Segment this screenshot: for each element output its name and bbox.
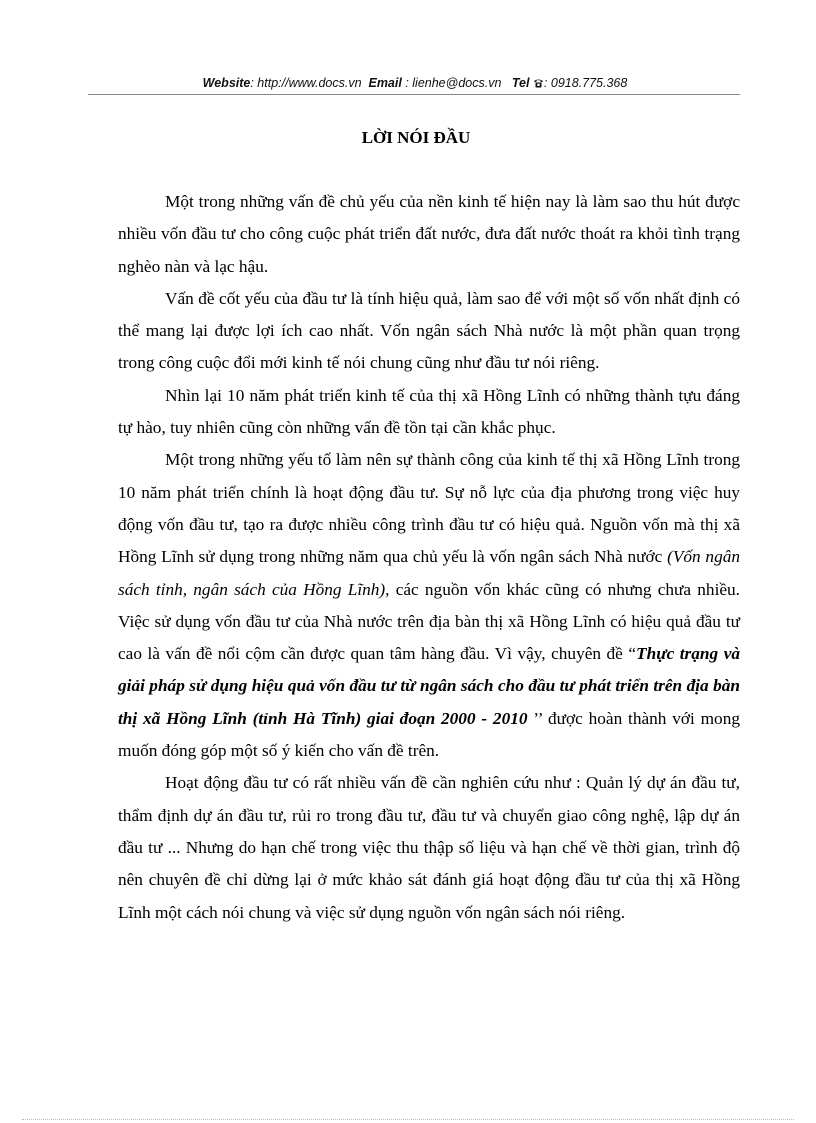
paragraph-4 xyxy=(118,444,740,767)
email-label: Email xyxy=(368,76,402,90)
page-title: LỜI NÓI ĐẦU xyxy=(361,128,471,147)
page-header xyxy=(90,76,740,90)
header-divider xyxy=(88,94,740,95)
tel-label: Tel xyxy=(511,76,530,90)
funding-sources-note: (Vốn ngân sách tỉnh, ngân sách của Hồng Lĩnh) xyxy=(118,547,740,599)
paragraph-4-text-a: Một trong những yếu tố làm nên sự thành công của kinh tế thị xã Hồng Lĩnh trong 10 năm phát triển chính là hoạt động đầu tư. Sự nỗ lực của địa phương trong việc huy động vốn đầu tư, tạo ra được nhiều công trình đầu tư có hiệu quả. Nguồn vốn mà thị xã Hồng Lĩnh sử dụng trong những năm qua chủ yếu là vốn ngân sách Nhà nước xyxy=(118,450,740,567)
topic-title: Thực trạng và giải pháp sử dụng hiệu quả vốn đầu tư từ ngân sách cho đầu tư phát triển trên địa bàn thị xã Hồng Lĩnh (tỉnh Hà Tĩnh) giai đoạn 2000 - 2010 xyxy=(118,644,741,728)
website-label: Website xyxy=(202,76,251,90)
tel-value: : 0918.775.368 xyxy=(543,76,628,90)
paragraph-5: Hoạt động đầu tư có rất nhiều vấn đề cần nghiên cứu như : Quản lý dự án đầu tư, thẩm định dự án đầu tư, rủi ro trong đầu tư, đầu tư và chuyển giao công nghệ, lập dự án đầu tư ... Nhưng do hạn chế trong việc thu thập số liệu và hạn chế về thời gian, trình độ nên chuyên đề chỉ dừng lại ở mức khảo sát đánh giá hoạt động đầu tư của thị xã Hồng Lĩnh một cách nói chung và việc sử dụng nguồn vốn ngân sách nói riêng. xyxy=(118,773,740,922)
paragraph-3: Nhìn lại 10 năm phát triển kinh tế của thị xã Hồng Lĩnh có những thành tựu đáng tự hào, tuy nhiên cũng còn những vấn đề tồn tại cần khắc phục. xyxy=(118,385,740,438)
paragraph-4-text-b: , các nguồn vốn khác cũng có nhưng chưa nhiều. Việc sử dụng vốn đầu tư của Nhà nước trên địa bàn thị xã Hồng Lĩnh có hiệu quả đầu tư cao là vấn đề nổi cộm cần được quan tâm hàng đầu. Vì vậy, chuyên đề “ xyxy=(118,579,741,664)
paragraph-4-text-c: ’’ được hoàn thành với mong muốn đóng góp một số ý kiến cho vấn đề trên. xyxy=(118,708,740,761)
email-value: : lienhe@docs.vn xyxy=(405,76,502,90)
website-url: : http://www.docs.vn xyxy=(250,76,362,90)
paragraph-2: Vấn đề cốt yếu của đầu tư là tính hiệu quả, làm sao để với một số vốn nhất định có thể mang lại được lợi ích cao nhất. Vốn ngân sách Nhà nước là một phần quan trọng trong công cuộc đổi mới kinh tế nói chung cũng như đầu tư nói riêng. xyxy=(118,288,740,373)
document-body xyxy=(118,186,740,929)
paragraph-1: Một trong những vấn đề chủ yếu của nền kinh tế hiện nay là làm sao thu hút được nhiều vốn đầu tư cho công cuộc phát triển đất nước, đưa đất nước thoát ra khỏi tình trạng nghèo nàn và lạc hậu. xyxy=(118,192,740,276)
phone-icon xyxy=(533,76,544,90)
page-bottom-divider xyxy=(22,1119,794,1120)
